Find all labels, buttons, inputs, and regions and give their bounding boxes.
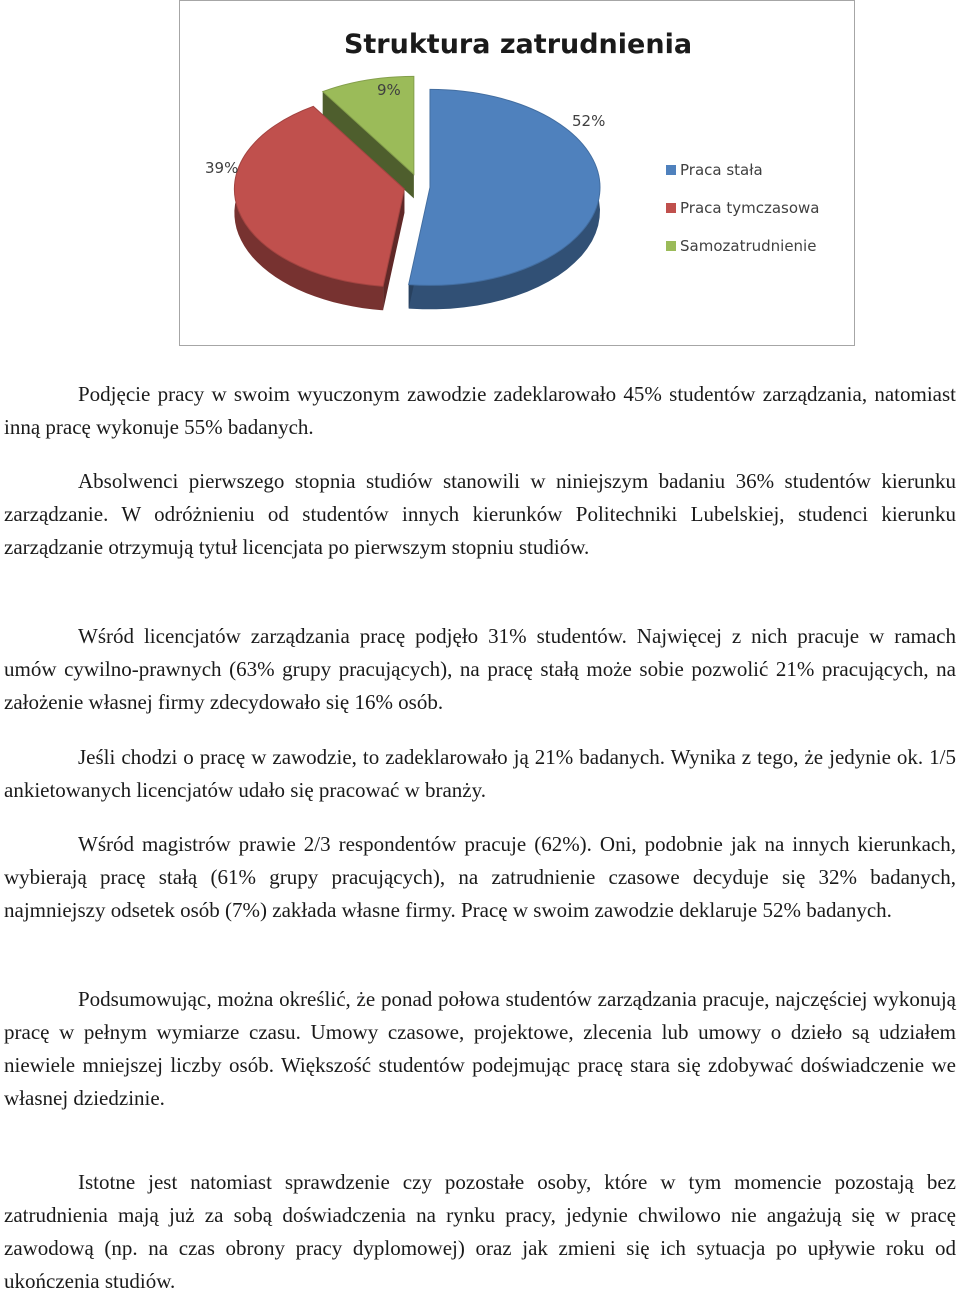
pie-slices: [234, 76, 600, 310]
paragraph-2: Absolwenci pierwszego stopnia studiów stanowili w niniejszym badaniu 36% studentów kierunku zarządzanie. W odróżnieniu od studentów innych kierunków Politechniki Lubelskiej, studenci kierunku zarządzanie otrzymują tytuł licencjata po pierwszym stopniu studiów.: [4, 469, 956, 559]
chart-title: Struktura zatrudnienia: [343, 29, 693, 60]
data-label-praca-stala: 52%: [572, 112, 606, 130]
paragraph-1: Podjęcie pracy w swoim wyuczonym zawodzie zadeklarowało 45% studentów zarządzania, natomiast inną pracę wykonuje 55% badanych.: [4, 382, 956, 439]
paragraph-4: Jeśli chodzi o pracę w zawodzie, to zadeklarowało ją 21% badanych. Wynika z tego, że jedynie ok. 1/5 ankietowanych licencjatów udało się pracować w branży.: [4, 745, 956, 802]
paragraph-3: Wśród licencjatów zarządzania pracę podjęło 31% studentów. Najwięcej z nich pracuje w ramach umów cywilno-prawnych (63% grupy pracujących), na pracę stałą może sobie pozwolić 21% pracujących, na założenie własnej firmy zdecydowało się 16% osób.: [4, 624, 956, 714]
data-label-samozatrudnienie: 9%: [377, 81, 401, 99]
paragraph-5: Wśród magistrów prawie 2/3 respondentów pracuje (62%). Oni, podobnie jak na innych kierunkach, wybierają pracę stałą (61% grupy pracujących), na zatrudnienie czasowe decyduje się 32% badanych, najmniejszy odsetek osób (7%) zakłada własne firmy. Pracę w swoim zawodzie deklaruje 52% badanych.: [4, 832, 956, 922]
legend-swatch-praca-stala: [666, 165, 676, 175]
chart-container: [179, 0, 855, 346]
legend-label-praca-tymczasowa: Praca tymczasowa: [680, 199, 820, 217]
data-label-praca-tymczasowa: 39%: [205, 159, 239, 177]
legend-label-praca-stala: Praca stała: [680, 161, 763, 179]
legend-swatch-samozatrudnienie: [666, 241, 676, 251]
paragraph-7: Istotne jest natomiast sprawdzenie czy pozostałe osoby, które w tym momencie pozostają bez zatrudnienia mają już za sobą doświadczenia na rynku pracy, jedynie chwilowo nie angażują się w pracę zawodową (np. na czas obrony pracy dyplomowej) oraz jak zmieni się ich sytuacja po upływie roku od ukończenia studiów.: [4, 1170, 956, 1293]
legend-label-samozatrudnienie: Samozatrudnienie: [680, 237, 817, 255]
chart-legend: [666, 161, 819, 255]
paragraph-6: Podsumowując, można określić, że ponad połowa studentów zarządzania pracuje, najczęściej wykonują pracę w pełnym wymiarze czasu. Umowy czasowe, projektowe, zlecenia lub umowy o dzieło są udziałem niewiele mniejszej liczby osób. Większość studentów podejmując pracę stara się zdobywać doświadczenie we własnej dziedzinie.: [4, 987, 956, 1110]
legend-swatch-praca-tymczasowa: [666, 203, 676, 213]
pie-chart: [180, 1, 856, 347]
